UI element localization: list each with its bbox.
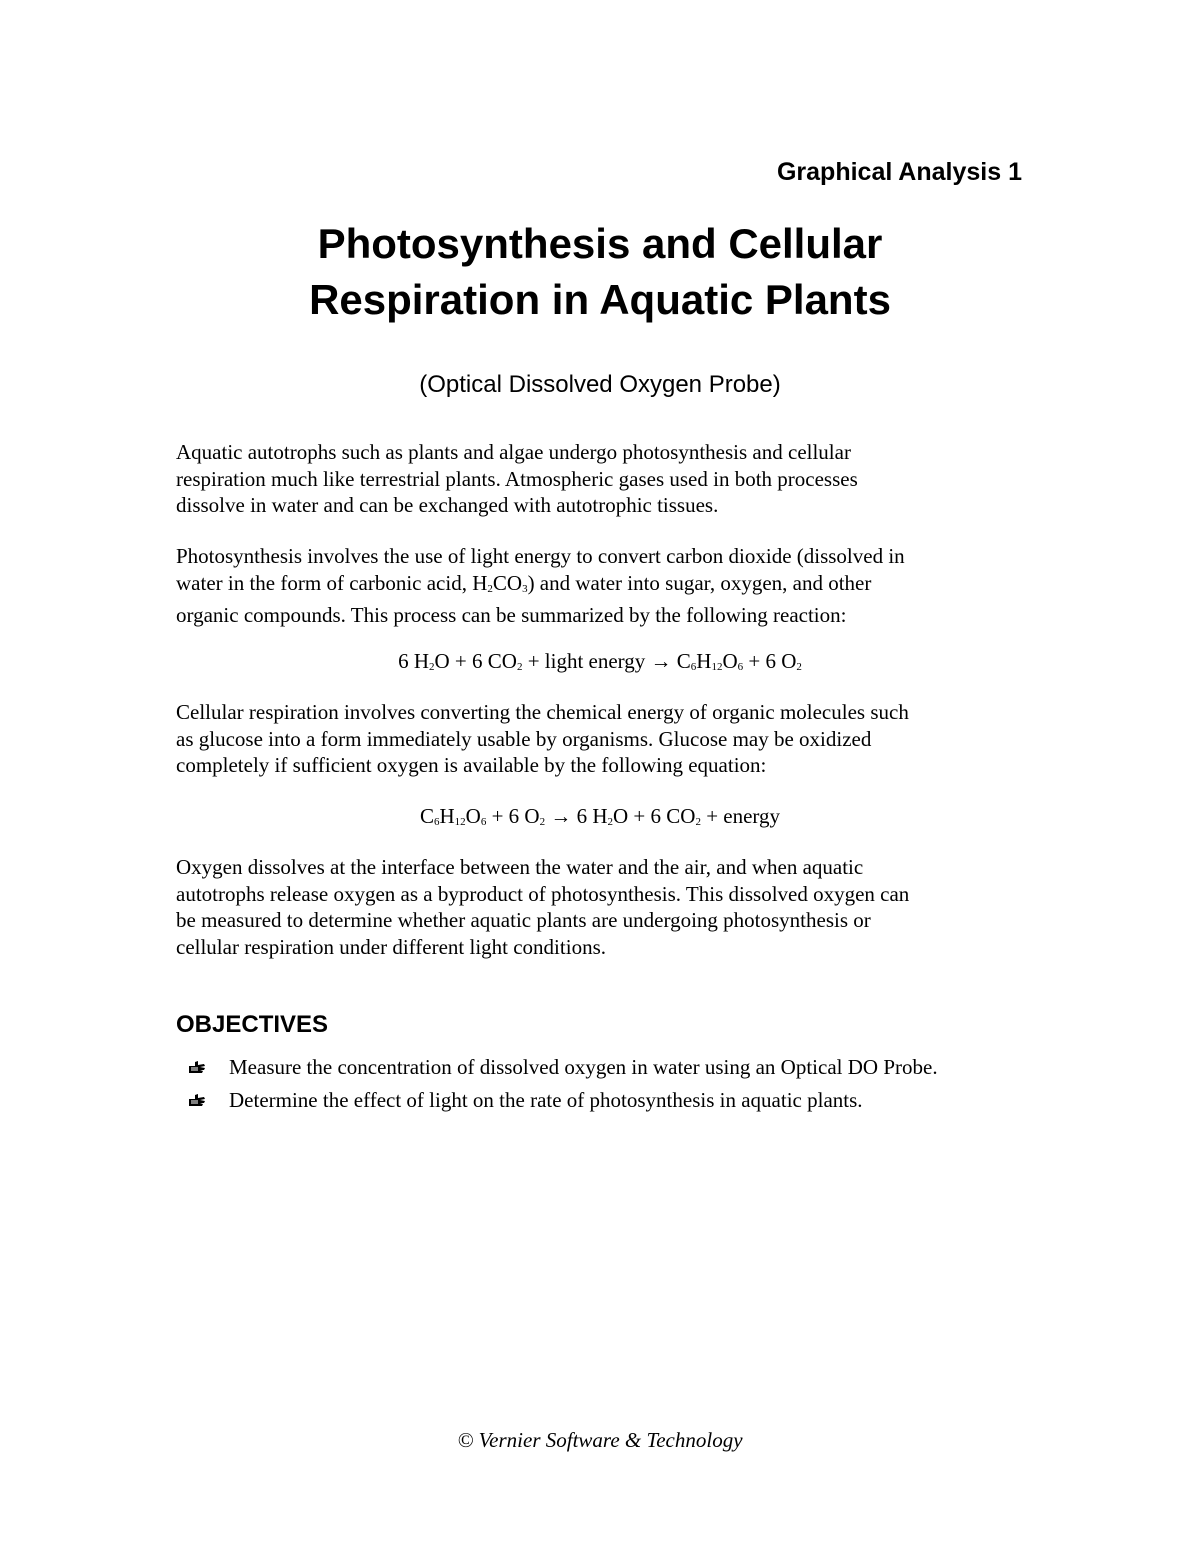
paragraph-line: cellular respiration under different light conditions. <box>176 934 606 959</box>
text-run: CO <box>492 570 523 595</box>
objective-text: Measure the concentration of dissolved oxygen in water using an Optical DO Probe. <box>229 1055 938 1079</box>
photosynthesis-equation <box>0 649 1200 674</box>
photosynthesis-paragraph <box>176 543 1036 629</box>
paragraph-line: Photosynthesis involves the use of light energy to convert carbon dioxide (dissolved in <box>176 544 905 568</box>
paragraph-line <box>176 570 1036 603</box>
respiration-equation <box>0 804 1200 829</box>
eq-run: H <box>696 649 712 673</box>
eq-subscript: 2 <box>607 816 613 828</box>
oxygen-paragraph <box>176 854 1036 960</box>
eq-run: 6 H <box>398 649 429 673</box>
eq-run: + 6 O <box>743 649 797 673</box>
eq-run: → 6 H <box>545 804 608 828</box>
eq-subscript: 6 <box>690 661 697 673</box>
paragraph-line: Cellular respiration involves converting the chemical energy of organic molecules such <box>176 700 909 724</box>
eq-subscript: 6 <box>737 661 744 673</box>
eq-run: + light energy → C <box>522 649 691 673</box>
paragraph-line: as glucose into a form immediately usable by organisms. Glucose may be oxidized <box>176 726 872 751</box>
paragraph-line: organic compounds. This process can be summarized by the following reaction: <box>176 603 847 627</box>
paragraph-line: respiration much like terrestrial plants. Atmospheric gases used in both processes <box>176 466 858 491</box>
eq-subscript: 12 <box>454 816 466 828</box>
objective-text: Determine the effect of light on the rate of photosynthesis in aquatic plants. <box>229 1088 863 1112</box>
eq-subscript: 2 <box>796 661 802 673</box>
eq-subscript: 2 <box>516 661 523 673</box>
paragraph-line: dissolve in water and can be exchanged with autotrophic tissues. <box>176 493 719 517</box>
paragraph-line: completely if sufficient oxygen is available by the following equation: <box>176 753 767 777</box>
eq-run: H <box>439 804 455 828</box>
eq-run: O <box>465 804 481 828</box>
eq-run: + 6 O <box>486 804 540 828</box>
paragraph-line: Aquatic autotrophs such as plants and algae undergo photosynthesis and cellular <box>176 440 851 464</box>
subscript: 3 <box>522 582 528 595</box>
eq-run: O + 6 CO <box>434 649 517 673</box>
page-title <box>0 216 1200 328</box>
eq-subscript: 2 <box>695 816 701 828</box>
text-run: ) and water into sugar, oxygen, and other <box>527 570 872 595</box>
eq-run: O <box>722 649 738 673</box>
eq-subscript: 2 <box>429 661 435 673</box>
paragraph-line: be measured to determine whether aquatic plants are undergoing photosynthesis or <box>176 908 871 932</box>
writing-hand-icon <box>188 1093 206 1108</box>
eq-subscript: 6 <box>433 816 440 828</box>
paragraph-line: Oxygen dissolves at the interface between the water and the air, and when aquatic <box>176 855 864 879</box>
eq-subscript: 12 <box>711 661 723 673</box>
objectives-heading: OBJECTIVES <box>176 1011 329 1038</box>
eq-run: O + 6 CO <box>613 804 696 828</box>
intro-paragraph <box>176 439 1036 519</box>
page-title-line-2: Respiration in Aquatic Plants <box>309 276 891 323</box>
eq-subscript: 6 <box>480 816 487 828</box>
subscript: 2 <box>487 582 493 595</box>
copyright-footer: © Vernier Software & Technology <box>457 1428 743 1452</box>
respiration-paragraph <box>176 699 1036 779</box>
section-label: Graphical Analysis 1 <box>776 158 1022 186</box>
text-run: water in the form of carbonic acid, H <box>176 570 488 595</box>
eq-run: + energy <box>700 804 781 828</box>
paragraph-line: autotrophs release oxygen as a byproduct of photosynthesis. This dissolved oxygen can <box>176 881 910 906</box>
writing-hand-icon <box>188 1060 206 1075</box>
page-subtitle: (Optical Dissolved Oxygen Probe) <box>419 371 781 398</box>
page-title-line-1: Photosynthesis and Cellular <box>317 220 883 267</box>
eq-run: C <box>419 804 434 828</box>
eq-subscript: 2 <box>539 816 546 828</box>
